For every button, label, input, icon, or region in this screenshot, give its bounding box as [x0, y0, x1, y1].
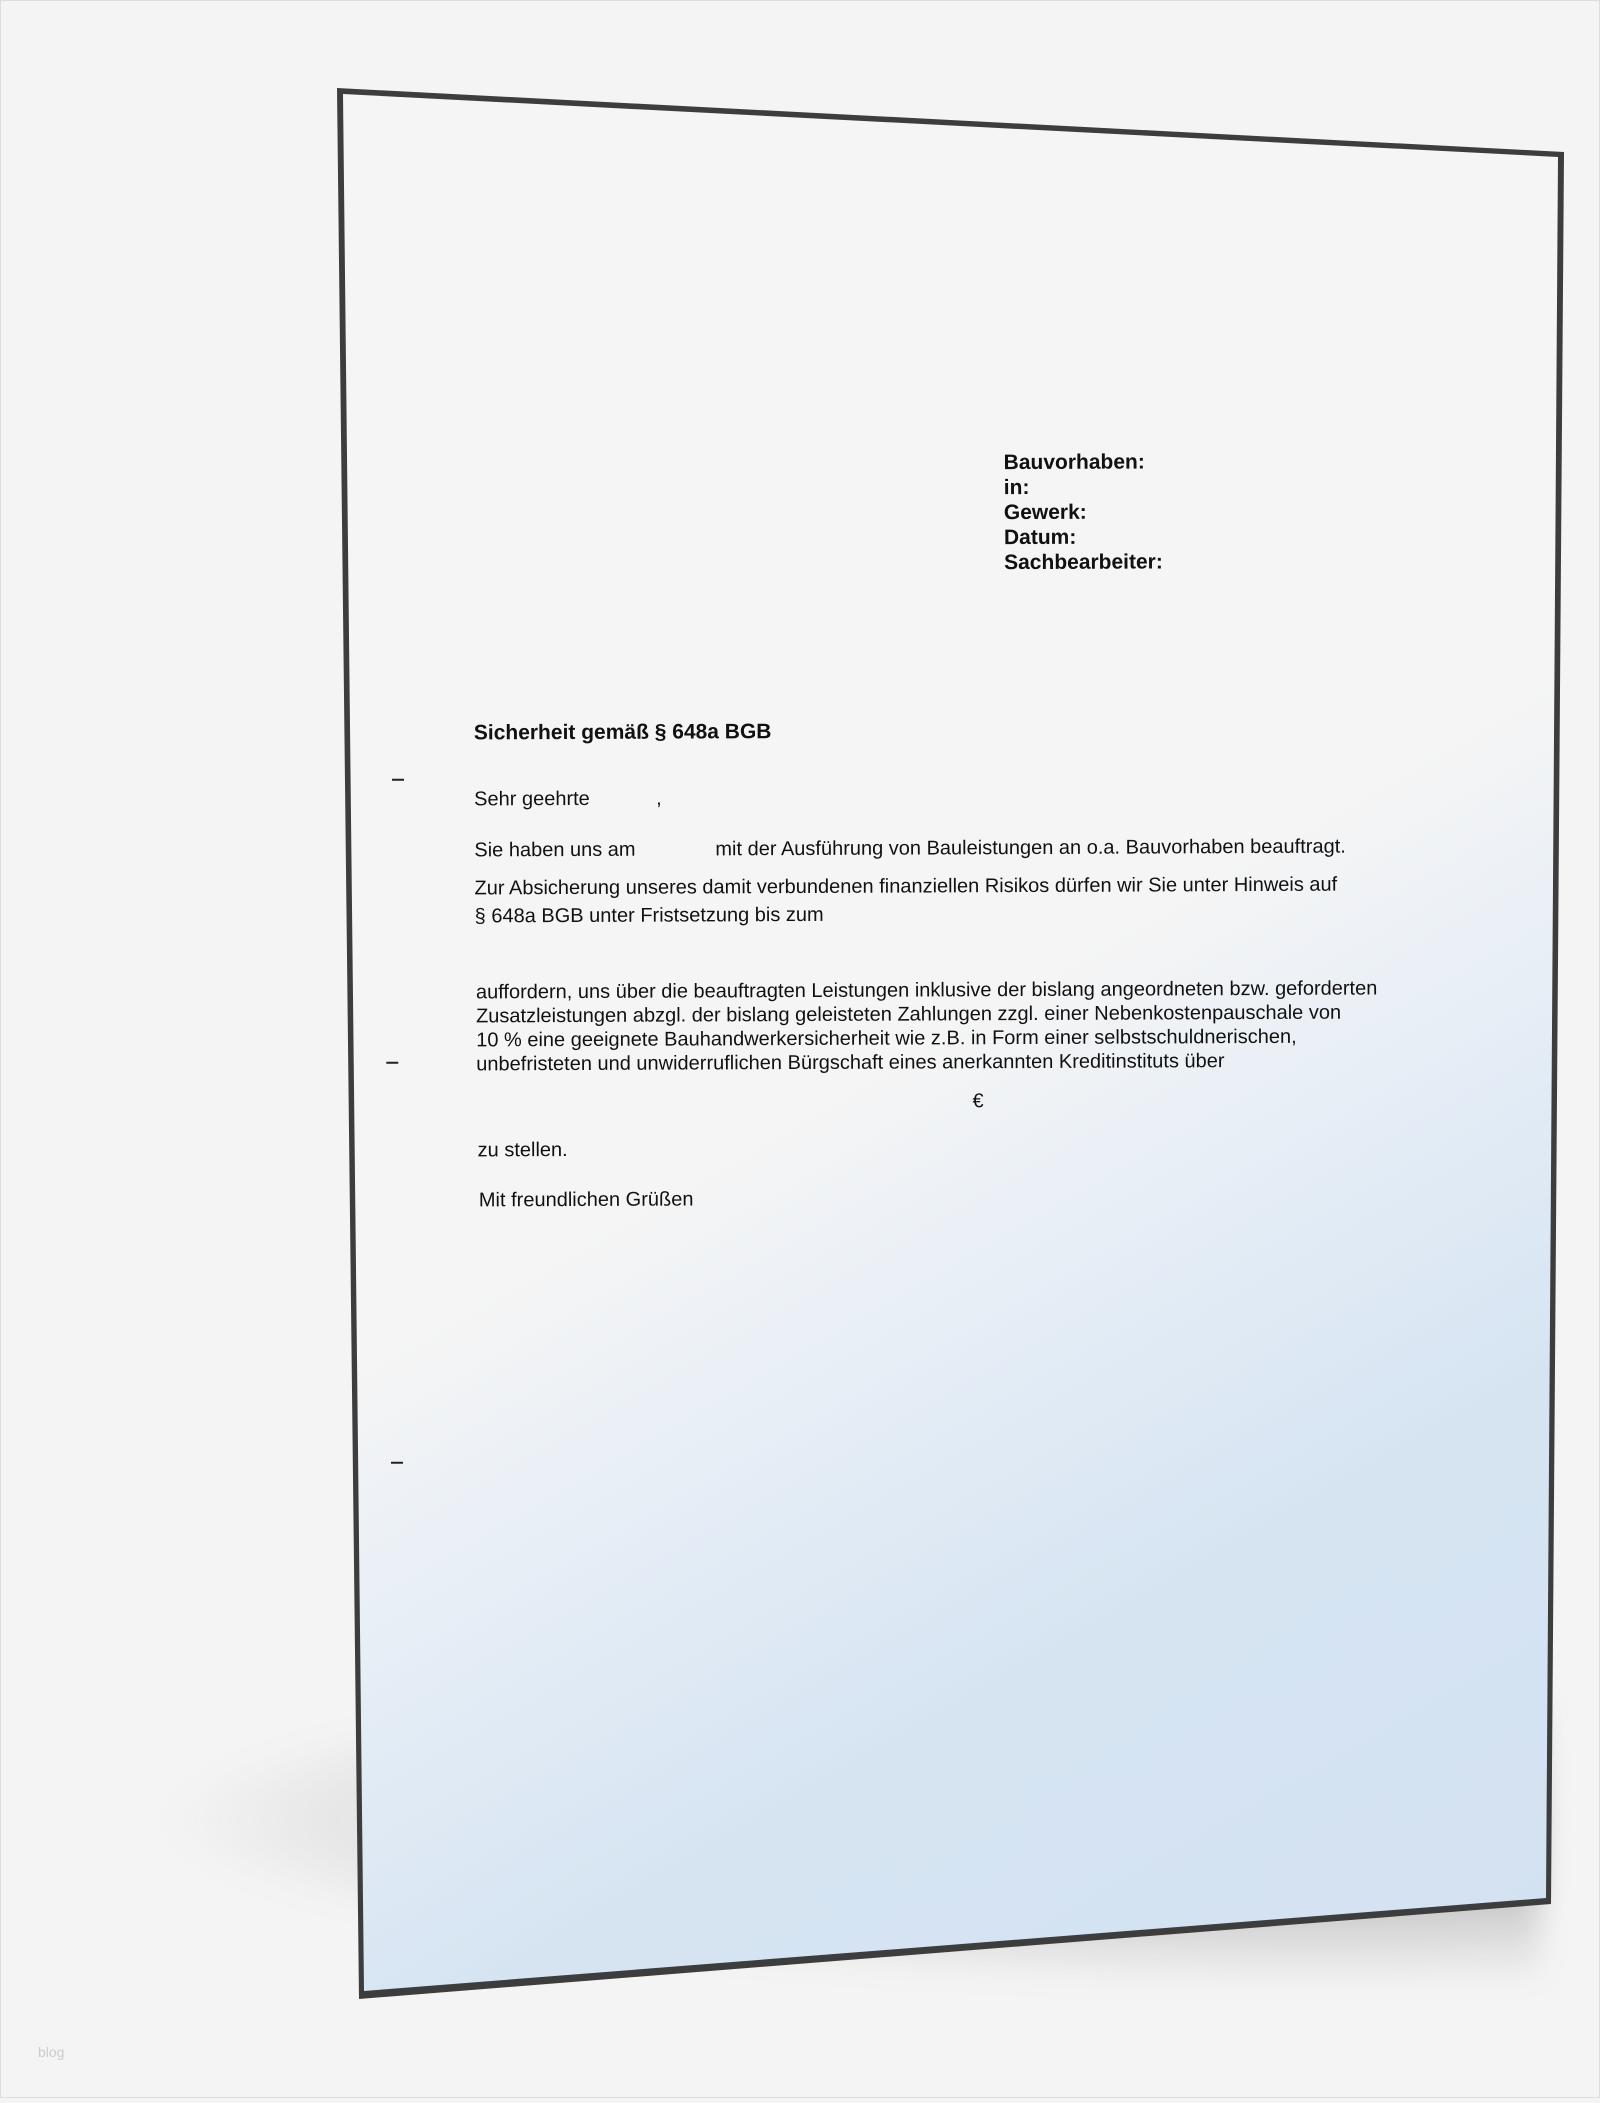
label-bauvorhaben: Bauvorhaben: [1003, 450, 1145, 475]
paragraph-1-start: Sie haben uns am [474, 838, 636, 862]
label-datum: Datum: [1003, 525, 1077, 550]
paragraph-2-line: Zur Absicherung unseres damit verbundenen finanziellen Risikos dürfen wir Sie unter Hinweis auf [474, 873, 1338, 900]
paragraph-2-line: § 648a BGB unter Fristsetzung bis zum [474, 903, 824, 928]
paragraph-3-line: Zusatzleistungen abzgl. der bislang geleisteten Zahlungen zzgl. einer Nebenkostenpauschale von [476, 1001, 1342, 1028]
salutation-comma: , [656, 787, 662, 810]
paragraph-3-line: 10 % eine geeignete Bauhandwerkersicherheit wie z.B. in Form einer selbstschuldnerischen, [476, 1025, 1297, 1052]
currency-symbol: € [972, 1090, 984, 1113]
fold-mark-bottom [391, 1462, 403, 1464]
watermark: blog [38, 2044, 65, 2060]
closing: Mit freundlichen Grüßen [478, 1188, 694, 1212]
paragraph-3-line: unbefristeten und unwiderruflichen Bürgschaft eines anerkannten Kreditinstituts über [476, 1050, 1225, 1076]
subject-line: Sicherheit gemäß § 648a BGB [473, 720, 772, 745]
label-gewerk: Gewerk: [1003, 500, 1087, 525]
paragraph-4: zu stellen. [477, 1139, 568, 1162]
salutation: Sehr geehrte [474, 787, 590, 811]
fold-mark-top [392, 779, 404, 781]
label-sachbearbeiter: Sachbearbeiter: [1004, 550, 1163, 575]
label-in: in: [1003, 475, 1030, 500]
paragraph-1-end: mit der Ausführung von Bauleistungen an o.a. Bauvorhaben beauftragt. [715, 835, 1346, 861]
paragraph-3-line: auffordern, uns über die beauftragten Leistungen inklusive der bislang angeordneten bzw. geforderten [475, 977, 1378, 1004]
fold-mark-middle [386, 1062, 398, 1064]
